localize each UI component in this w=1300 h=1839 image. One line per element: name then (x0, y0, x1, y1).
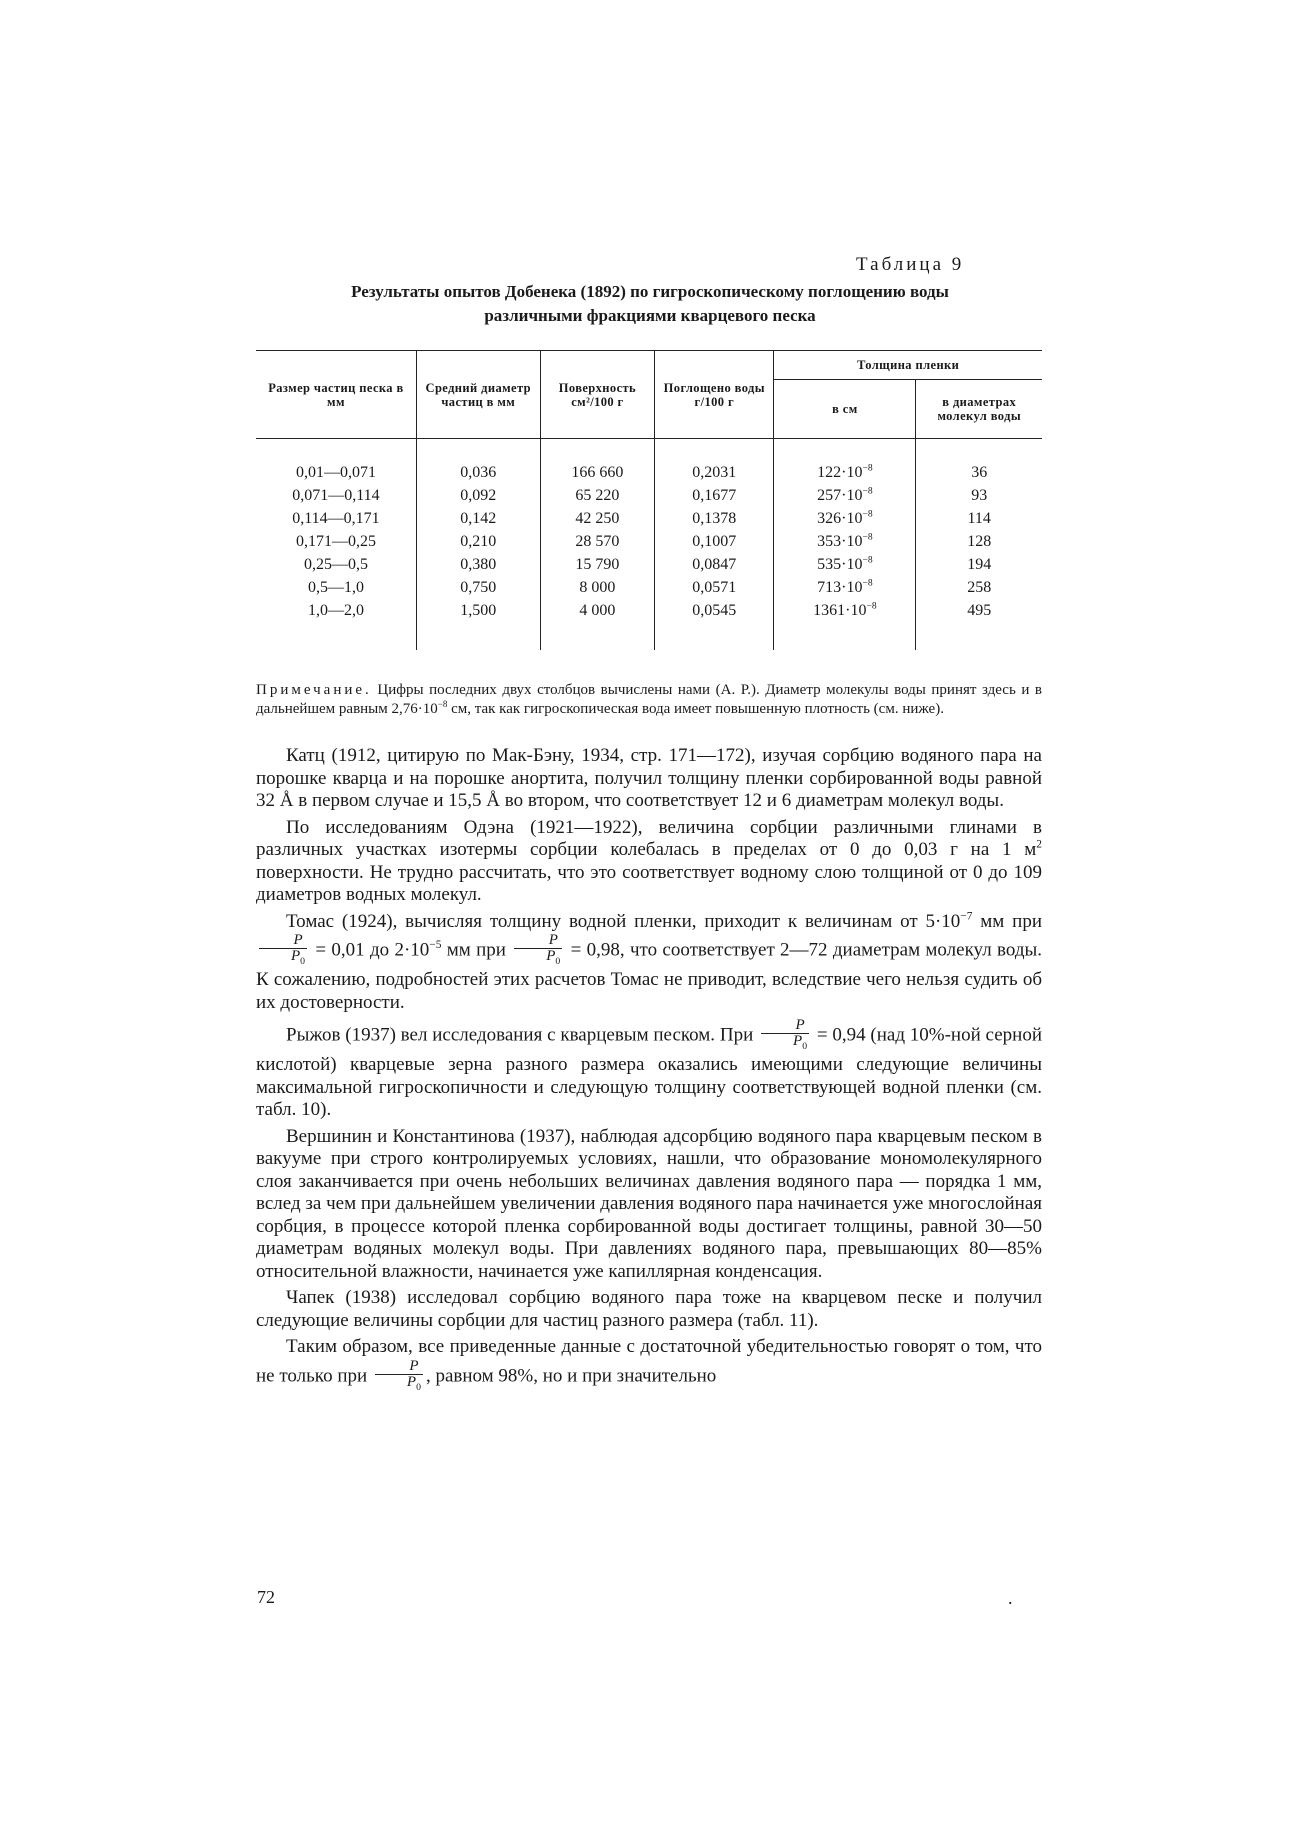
data-table (256, 350, 1042, 650)
paragraph-oden: По исследованиям Одэна (1921—1922), величина сорбции различными глинами в различных участках изотермы сорбции колебалась в пределах от 0 до 0,03 г на 1 $м^2$ поверхности. Не трудно рассчитать, что это соответствует водному слою толщиной от 0 до 109 диаметров водных молекул. (256, 816, 1042, 905)
table-row: 0,171—0,25 0,210 28 570 0,1007 $353\cdot 10^{-8}$ 128 (256, 530, 1042, 553)
table-title (240, 280, 1060, 328)
page-number: 72 (257, 1587, 275, 1607)
table-row: 0,114—0,171 0,142 42 250 0,1378 $326\cdot 10^{-8}$ 114 (256, 507, 1042, 530)
paragraph-vershinin: Вершинин и Константинова (1937), наблюдая адсорбцию водяного пара кварцевым песком в вакууме при строго контролируемых условиях, нашли, что образование мономолекулярного слоя заканчивается при очень небольших величинах давления водяного пара — порядка 1 мм, вслед за чем при дальнейшем увеличении давления водяного пара начинается уже многослойная сорбция, в процессе которой пленка сорбированной воды достигает толщины, равной 30—50 диаметрам водяных молекул воды. При давлениях водяного пара, превышающих 80—85% относительной влажности, начинается уже капиллярная конденсация. (256, 1125, 1042, 1282)
table-row: 1,0—2,0 1,500 4 000 0,0545 $1361\cdot 10^{-8}$ 495 (256, 599, 1042, 622)
fraction-p-p0: $\frac{P}{P_0}$ (761, 1018, 809, 1054)
fraction-p-p0: $\frac{P}{P_0}$ (514, 933, 562, 969)
header-absorbed: Поглощено воды г/100 г (655, 351, 774, 439)
stray-mark: . (1008, 1588, 1013, 1608)
fraction-p-p0: $\frac{P}{P_0}$ (375, 1359, 423, 1395)
table-row: 0,071—0,114 0,092 65 220 0,1677 $257\cdot 10^{-8}$ 93 (256, 484, 1042, 507)
table-number: Таблица 9 (856, 254, 965, 275)
paragraph-ryzhov: Рыжов (1937) вел исследования с кварцевым песком. При $\frac{P}{P_0}$ = 0,94 (над 10%-ной серной кислотой) кварцевые зерна разного размера оказались имеющими следующие величины максимальной гигроскопичности и следующую толщину соответствующей водной пленки (см. табл. 10). (256, 1017, 1042, 1120)
table-row: 0,25—0,5 0,380 15 790 0,0847 $535\cdot 10^{-8}$ 194 (256, 553, 1042, 576)
paragraph-katz: Катц (1912, цитирую по Мак-Бэну, 1934, стр. 171—172), изучая сорбцию водяного пара на порошке кварца и на порошке анортита, получил толщину пленки сорбированной воды равной 32 Å в первом случае и 15,5 Å во втором, что соответствует 12 и 6 диаметрам молекул воды. (256, 745, 1042, 811)
header-film-thickness: Толщина пленки (774, 351, 1042, 380)
table-title-line1: Результаты опытов Добенека (1892) по гигроскопическому поглощению воды (351, 282, 949, 301)
fraction-p-p0: $\frac{P}{P_0}$ (259, 933, 307, 969)
paragraph-conclusion: Таким образом, все приведенные данные с достаточной убедительностью говорят о том, что не только при $\frac{P}{P_0}$ , равном 98%, но и при значительно (256, 1336, 1042, 1393)
table-row: 0,5—1,0 0,750 8 000 0,0571 $713\cdot 10^{-8}$ 258 (256, 576, 1042, 599)
body-text (256, 745, 1042, 1399)
table-title-line2: различными фракциями кварцевого песка (484, 306, 816, 325)
paragraph-chapek: Чапек (1938) исследовал сорбцию водяного пара тоже на кварцевом песке и получил следующие величины сорбции для частиц разного размера (табл. 11). (256, 1287, 1042, 1331)
paragraph-thomas: Томас (1924), вычисляя толщину водной пленки, приходит к величинам от $5\cdot 10^{-7}$ мм при $\frac{P}{P_0}$ = 0,01 до $2\cdot 10^{-5}$ мм при $\frac{P}{P_0}$ = 0,98, что соответствует 2—72 диаметрам молекул воды. К сожалению, подробностей этих расчетов Томас не приводит, вследствие чего нельзя судить об их достоверности. (256, 910, 1043, 1013)
header-in-diameters: в диаметрах молекул воды (916, 380, 1042, 439)
table-row: 0,01—0,071 0,036 166 660 0,2031 $122\cdot 10^{-8}$ 36 (256, 461, 1042, 484)
header-in-cm: в см (774, 380, 916, 439)
header-surface: Поверхность см²/100 г (540, 351, 655, 439)
note-label: Примечание. (256, 682, 372, 698)
header-size: Размер частиц песка в мм (256, 351, 416, 439)
table-note: Примечание. Цифры последних двух столбцов вычислены нами (А. Р.). Диаметр молекулы воды принят здесь и в дальнейшем равным $2,76\cdot 10^{-8}$ см, так как гигроскопическая вода имеет повышенную плотность (см. ниже). (256, 682, 1043, 717)
note-text: Цифры последних двух столбцов вычислены нами (А. Р.). Диаметр молекулы воды принят здесь и в дальнейшем равным 2,76·10 (256, 682, 1043, 717)
header-mean-diameter: Средний диаметр частиц в мм (416, 351, 540, 439)
